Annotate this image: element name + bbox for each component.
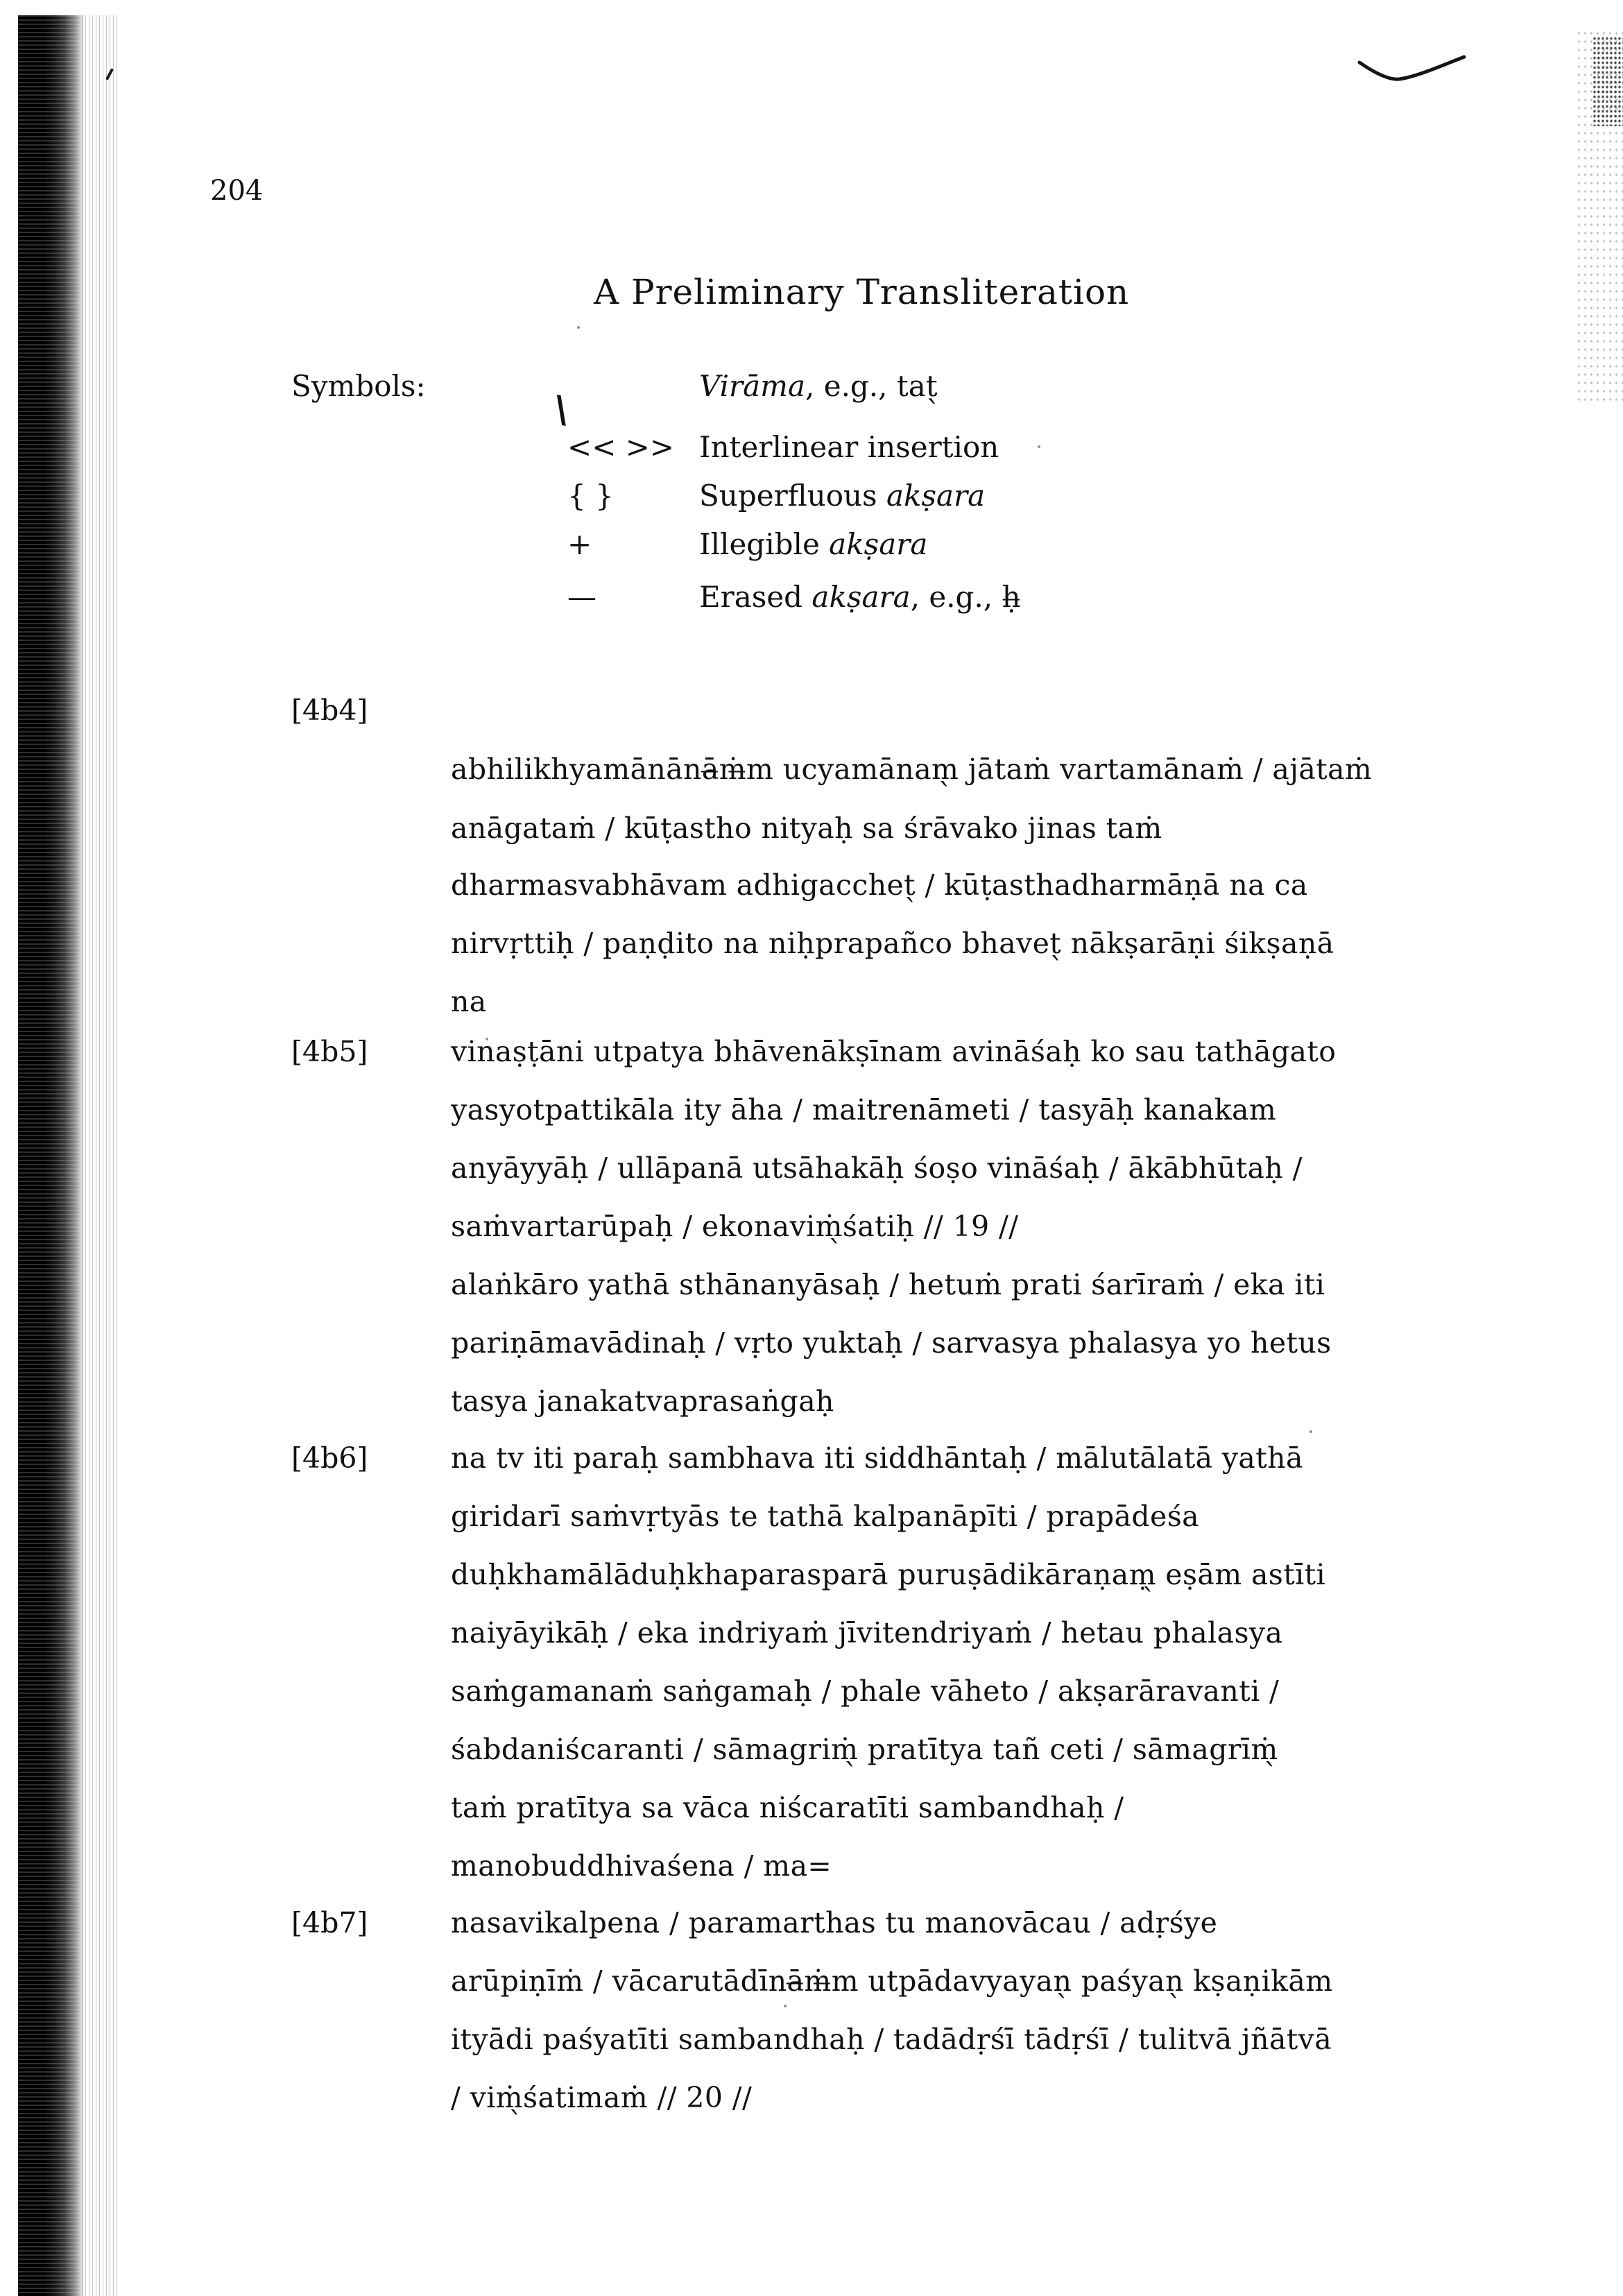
text-line: manobuddhivaśena / ma= <box>451 1849 832 1883</box>
text-line: anāgataṁ / kūṭastho nityaḥ sa śrāvako jinas taṁ <box>451 812 1162 845</box>
symbol-desc-post: , e.g., tat̖ <box>805 369 938 403</box>
scan-noise-corner <box>1592 36 1623 126</box>
section-label-4b5: [4b5] <box>291 1035 368 1068</box>
text-line: yasyotpattikāla ity āha / maitrenāmeti / tasyāḥ kanakam <box>451 1093 1277 1126</box>
text-line: abhilikhyamānānā̶ṁ̶m ucyamānam̖ jātaṁ vartamānaṁ / ajātaṁ <box>451 753 1373 786</box>
text-line: arūpiṇīṁ / vācarutādīnā̶ṁ̶m utpādavyayan̖ paśyan̖ kṣaṇikām <box>451 1964 1333 1998</box>
scan-binding-streaks <box>82 15 118 2296</box>
symbol-row-interlinear <box>567 430 999 464</box>
symbol-desc-pre: Illegible <box>699 527 830 561</box>
symbol-row-illegible <box>567 527 927 561</box>
text-line: naiyāyikāḥ / eka indriyaṁ jīvitendriyaṁ / hetau phalasya <box>451 1616 1283 1650</box>
scan-dot <box>784 2005 787 2007</box>
symbols-label: Symbols: <box>291 369 426 403</box>
text-line: śabdaniścaranti / sāmagriṁ̖ pratītya tañ ceti / sāmagrīṁ̖ <box>451 1733 1278 1766</box>
scan-dot <box>577 326 580 329</box>
section-label-4b7: [4b7] <box>291 1906 368 1939</box>
text-line: giridarī saṁvṛtyās te tathā kalpanāpīti / prapādeśa <box>451 1500 1199 1533</box>
scan-binding-edge <box>18 15 85 2296</box>
symbol-desc-pre: Superfluous <box>699 479 886 513</box>
page-title: A Preliminary Transliteration <box>594 272 1130 312</box>
text-line: pariṇāmavādinaḥ / vṛto yuktaḥ / sarvasya phalasya yo hetus <box>451 1326 1332 1360</box>
symbol-glyph: { } <box>567 479 614 513</box>
page-number: 204 <box>210 175 264 207</box>
symbol-desc-italic: akṣara <box>886 479 986 513</box>
text-line: saṁgamanaṁ saṅgamaḥ / phale vāheto / akṣarāravanti / <box>451 1674 1280 1708</box>
virama-symbol-glyph: \ <box>551 387 572 432</box>
symbol-desc-italic: Virāma <box>699 369 806 403</box>
scan-dot <box>1038 445 1040 448</box>
symbol-desc-italic: akṣara <box>812 580 911 614</box>
text-line: anyāyyāḥ / ullāpanā utsāhakāḥ śoṣo vināśaḥ / ākābhūtaḥ / <box>451 1151 1303 1185</box>
symbol-desc-pre: Erased <box>699 580 812 614</box>
symbol-glyph: + <box>567 527 592 561</box>
text-line: na tv iti paraḥ sambhava iti siddhāntaḥ / mālutālatā yathā <box>451 1441 1303 1475</box>
section-label-4b6: [4b6] <box>291 1441 368 1475</box>
text-line: / viṁ̖śatimaṁ // 20 // <box>451 2081 753 2114</box>
symbol-glyph: << >> <box>567 430 675 464</box>
symbol-desc-italic: akṣara <box>829 527 928 561</box>
text-line: taṁ pratītya sa vāca niścaratīti sambandhaḥ / <box>451 1791 1124 1824</box>
symbol-row-superfluous <box>567 479 985 513</box>
text-line: saṁvartarūpaḥ / ekonaviṁ̖śatiḥ // 19 // <box>451 1210 1019 1243</box>
text-line: ityādi paśyatīti sambandhaḥ / tadādṛśī tādṛśī / tulitvā jñātvā <box>451 2023 1332 2056</box>
text-line: vinaṣṭāni utpatya bhāvenākṣīnam avināśaḥ ko sau tathāgato <box>451 1035 1337 1068</box>
handwritten-check-mark <box>1351 50 1472 94</box>
symbol-glyph: — <box>567 580 596 614</box>
scan-dot <box>1309 1430 1312 1433</box>
text-line: alaṅkāro yathā sthānanyāsaḥ / hetuṁ prati śarīraṁ / eka iti <box>451 1268 1325 1301</box>
section-label-4b4: [4b4] <box>291 694 368 727</box>
symbol-row-erased <box>567 580 1021 614</box>
symbol-desc-post: , e.g., ḥ̶ <box>910 580 1021 614</box>
text-line: na <box>451 985 487 1018</box>
symbol-row-virama <box>567 369 938 403</box>
symbol-desc-pre: Interlinear insertion <box>699 430 999 464</box>
text-line: nasavikalpena / paramarthas tu manovācau / adṛśye <box>451 1906 1218 1939</box>
text-line: tasya janakatvaprasaṅgaḥ <box>451 1385 834 1418</box>
text-line: nirvṛttiḥ / paṇḍito na niḥprapañco bhavet̖ nākṣarāṇi śikṣaṇā <box>451 927 1334 960</box>
text-line: dharmasvabhāvam adhigacchet̖ / kūṭasthadharmāṇā na ca <box>451 868 1308 902</box>
text-line: duḥkhamālāduḥkhaparasparā puruṣādikāraṇaṃ̖ eṣām astīti <box>451 1558 1326 1591</box>
